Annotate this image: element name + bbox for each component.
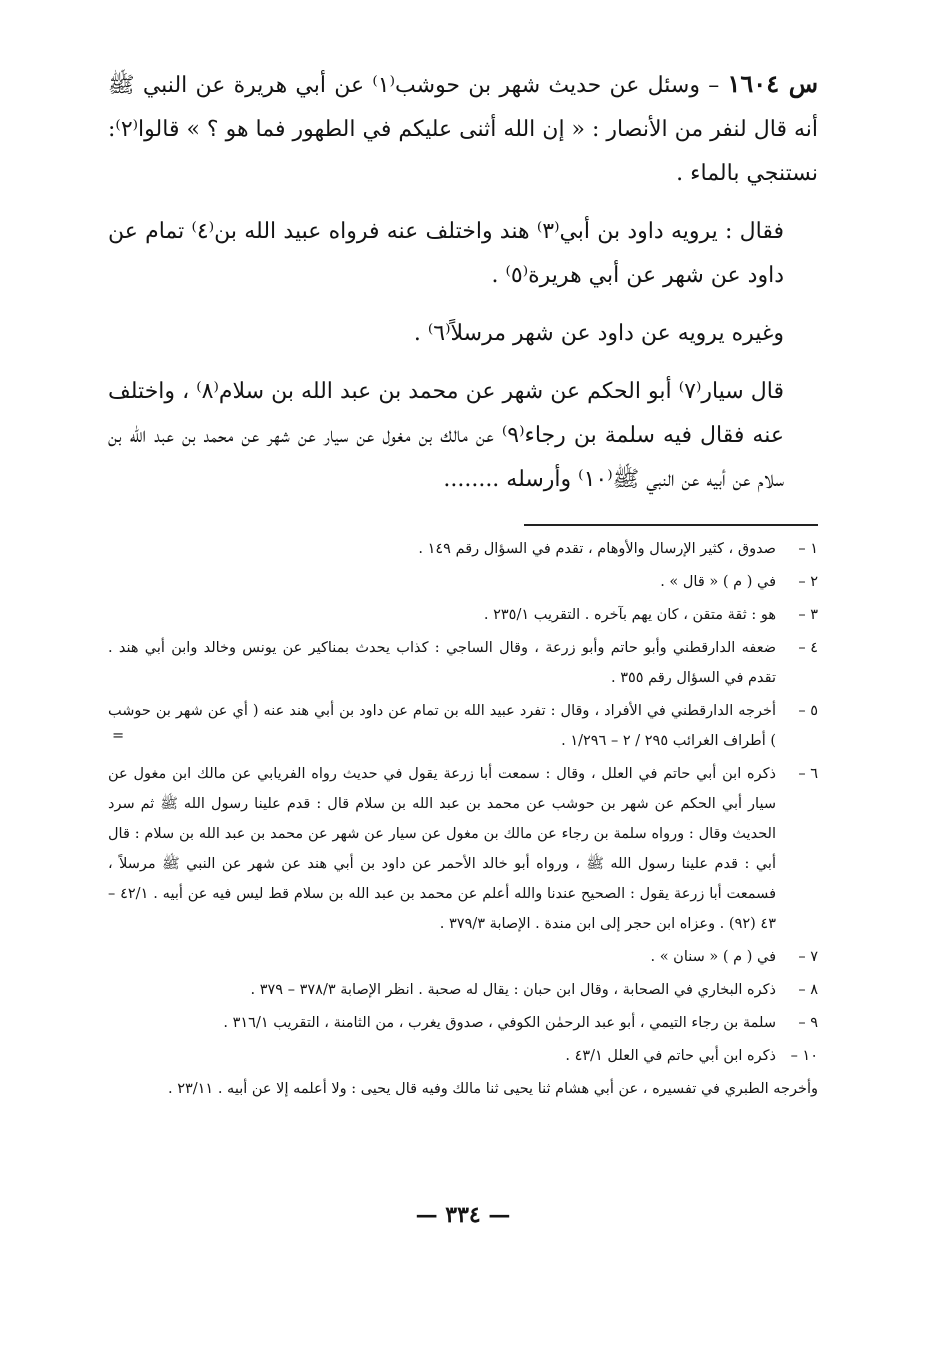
footnote — [108, 633, 818, 693]
footnote — [108, 696, 818, 756]
footnote — [108, 759, 818, 939]
footnote — [108, 942, 818, 972]
footnote-number: ٤ – — [798, 640, 818, 656]
continuation-marker: = — [112, 728, 125, 744]
footnote-number: ٦ – — [798, 766, 818, 782]
footnote-number: ١ – — [798, 541, 818, 557]
footnotes — [108, 534, 818, 1104]
paragraph-mursal: وغيره يرويه عن داود عن شهر مرسلاً⁽٦⁾ . — [413, 321, 784, 346]
footnote-text: في ( م ) « سنان » . — [650, 949, 776, 965]
footnote-text: أخرجه الدارقطني في الأفراد ، وقال : تفرد عبيد الله بن تمام عن داود بن أبي هند عنه ( أي عن شهر بن حوشب ) أطراف الغرائب ٢٩٥ / ٢ – ١/٢٩٦ . — [108, 703, 776, 749]
footnote-text: ذكره ابن أبي حاتم في العلل ، وقال : سمعت أبا زرعة يقول في حديث رواه الفريابي عن مالك ابن مغول عن سيار أبي الحكم عن شهر بن حوشب عن محمد بن عبد الله بن سلام قال : قدم علينا رسول الله ﷺ ثم سرد الحديث وقال : ورواه سلمة بن رجاء عن مالك بن مغول عن سيار عن شهر عن محمد بن عبد الله بن سلام : قال أبي : قدم علينا رسول الله ﷺ ، ورواه أبو خالد الأحمر عن داود بن أبي هند عن شهر عن النبي ﷺ مرسلاً ، فسمعت أبا زرعة يقول : الصحيح عندنا والله أعلم عن محمد بن عبد الله بن سلام قط ليس فيه عن أبيه . ٤٢/١ – ٤٣ (٩٢) . وعزاه ابن حجر إلى ابن مندة . الإصابة ٣٧٩/٣ . — [108, 766, 777, 932]
footnote-separator — [524, 524, 818, 526]
footnote-text: ذكره البخاري في الصحابة ، وقال ابن حبان : يقال له صحبة . انظر الإصابة ٣٧٨/٣ – ٣٧٩ . — [250, 982, 776, 998]
footnote-number: ١٠ – — [790, 1048, 818, 1064]
footnote-text: في ( م ) « قال » . — [660, 574, 776, 590]
footnote — [108, 975, 818, 1005]
footnote-number: ٩ – — [798, 1015, 818, 1031]
book-page — [108, 62, 818, 1292]
footnote-number: ٧ – — [798, 949, 818, 965]
footnote-text: هو : ثقة متقن ، كان يهم بآخره . التقريب ٢٣٥/١ . — [483, 607, 776, 623]
footnote-continuation: وأخرجه الطبري في تفسيره ، عن أبي هشام ثنا يحيى ثنا مالك وفيه قال يحيى : ولا أعلمه إلا عن أبيه . ٢٣/١١ . — [167, 1081, 818, 1097]
footnote-number: ٨ – — [798, 982, 818, 998]
footnote — [108, 600, 818, 630]
footnote-number: ٣ – — [798, 607, 818, 623]
paragraph-sayyar: قال سيار⁽٧⁾ أبو الحكم عن شهر عن محمد بن عبد الله بن سلام⁽٨⁾ ، واختلف عنه فقال فيه سلمة بن رجاء⁽٩⁾ عن مالك بن مغول عن سيار عن شهر عن محمد بن عبد الله بن سلام عن أبيه عن النبي ﷺ⁽١٠⁾ وأرسله ........ — [108, 379, 784, 492]
footnote — [108, 1008, 818, 1038]
footnote — [108, 567, 818, 597]
footnote — [108, 1041, 818, 1071]
page-number: — ٣٣٤ — — [415, 1202, 511, 1228]
footnote-number: ٥ – — [798, 703, 818, 719]
footnote — [108, 534, 818, 564]
footnote-number: ٢ – — [798, 574, 818, 590]
paragraph-answer: فقال : يرويه داود بن أبي⁽٣⁾ هند واختلف عنه فرواه عبيد الله بن⁽٤⁾ تمام عن داود عن شهر عن أبي هريرة⁽٥⁾ . — [108, 219, 784, 288]
main-text — [108, 62, 818, 502]
footnote-text: سلمة بن رجاء التيمي ، أبو عبد الرحمٰن الكوفي ، صدوق يغرب ، من الثامنة ، التقريب ٣١٦/١ . — [223, 1015, 776, 1031]
footnote-text: ضعفه الدارقطني وأبو حاتم وأبو زرعة ، وقال الساجي : كذاب يحدث بمناكير عن يونس وخالد وابن أبي هند . تقدم في السؤال رقم ٣٥٥ . — [108, 640, 776, 686]
paragraph-question — [108, 62, 818, 196]
question-number: س ١٦٠٤ — [727, 69, 818, 98]
question-text: – وسئل عن حديث شهر بن حوشب⁽١⁾ عن أبي هريرة عن النبي ﷺ أنه قال لنفر من الأنصار : « إن الله أثنى عليكم في الطهور فما هو ؟ » قالوا⁽٢⁾: نستنجي بالماء . — [108, 73, 818, 186]
footnote-text: ذكره ابن أبي حاتم في العلل ٤٣/١ . — [565, 1048, 776, 1064]
footnote-text: صدوق ، كثير الإرسال والأوهام ، تقدم في السؤال رقم ١٤٩ . — [418, 541, 776, 557]
